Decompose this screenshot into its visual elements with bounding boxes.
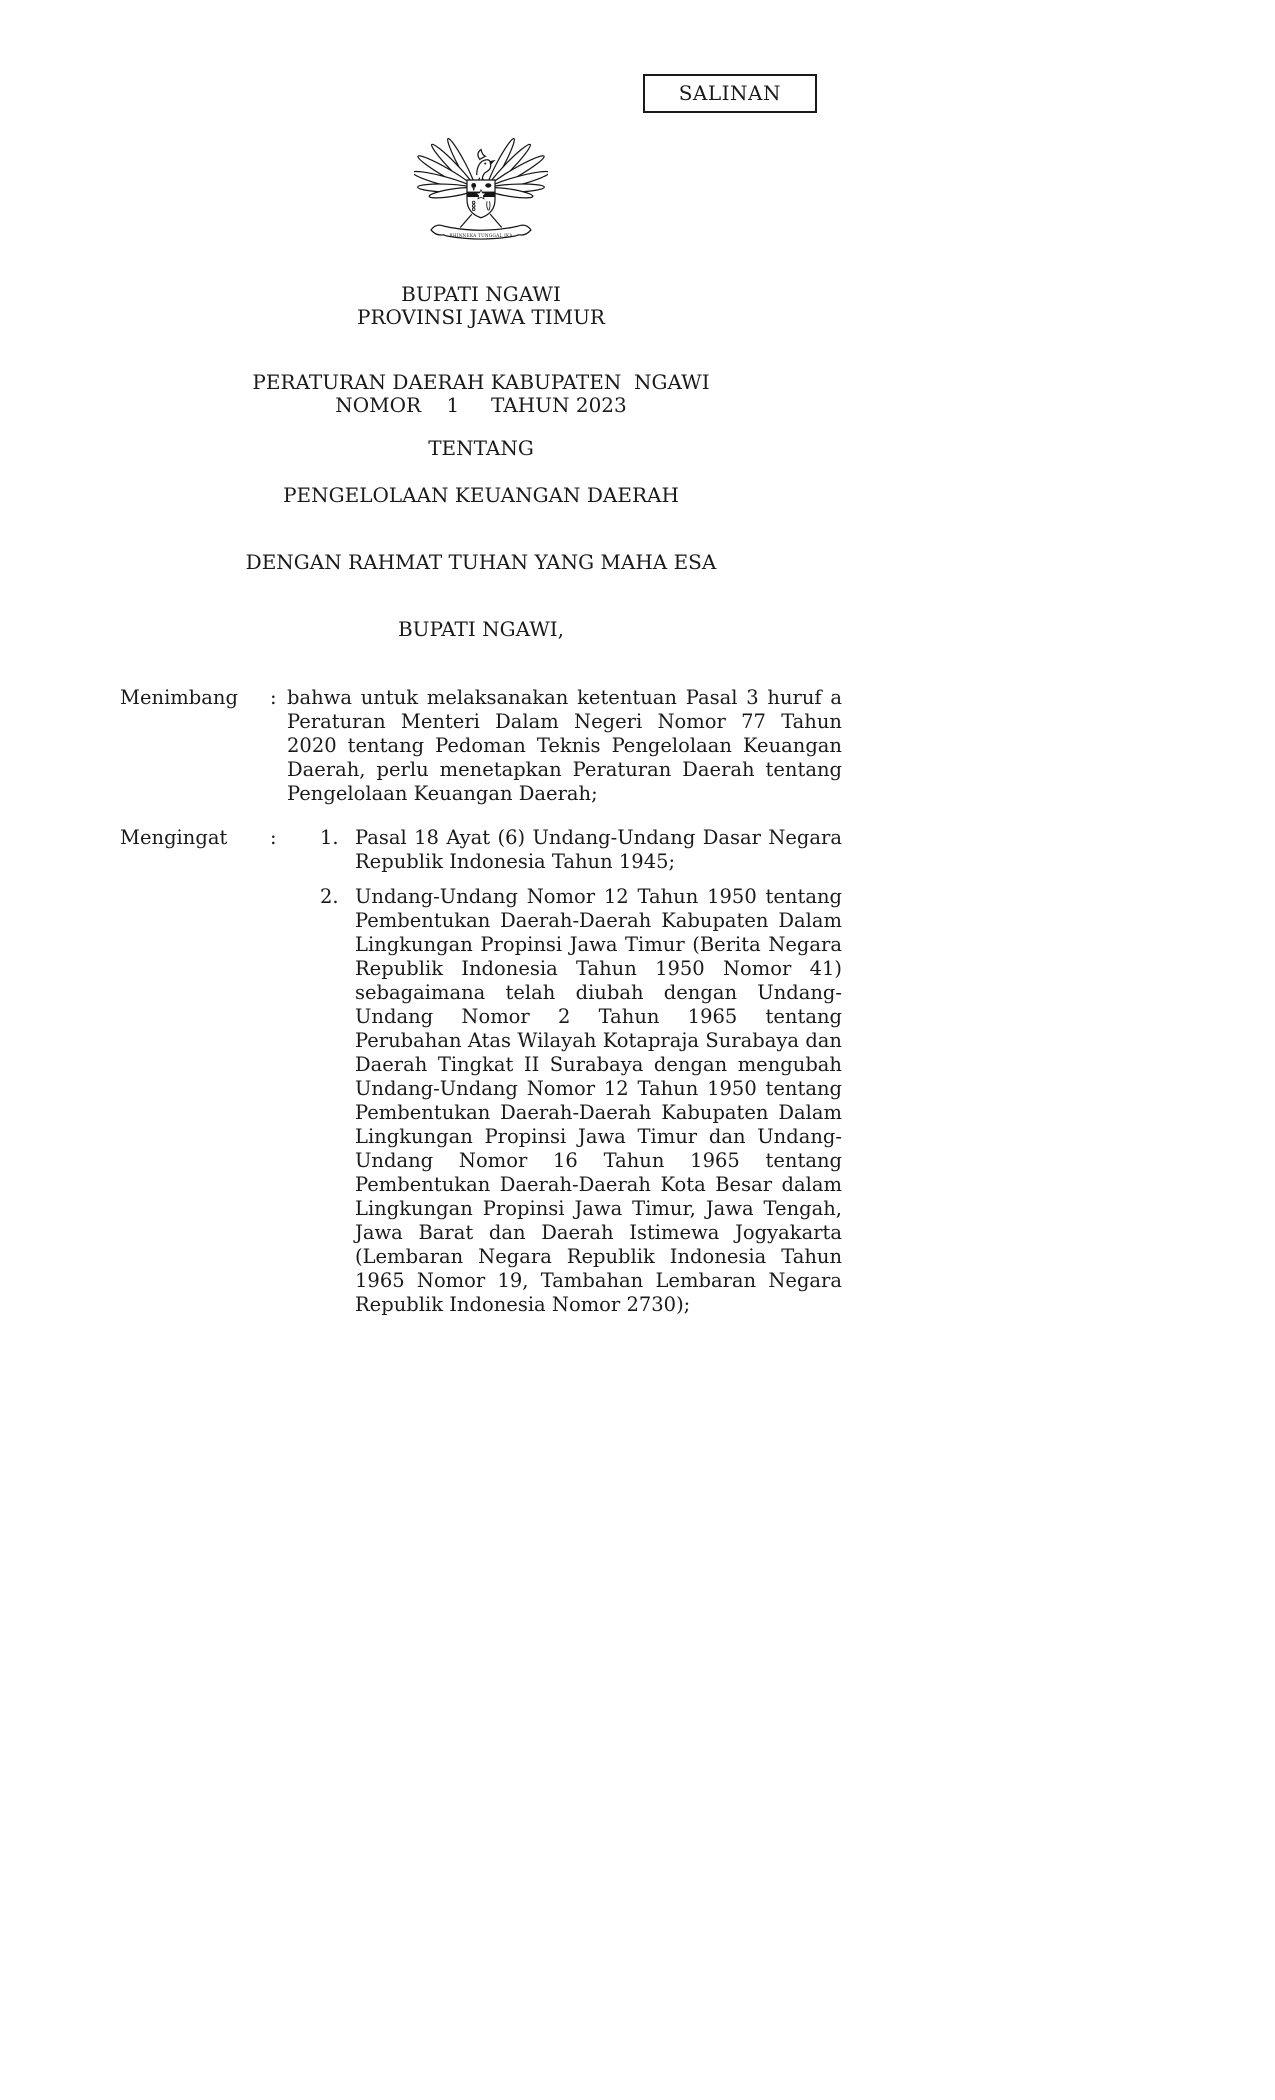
garuda-pancasila-emblem xyxy=(414,131,548,257)
stamp-row xyxy=(120,74,842,113)
list-item-number: 1. xyxy=(320,826,339,849)
list-item xyxy=(287,885,842,1317)
mengingat-label: Mengingat xyxy=(120,826,228,849)
title-tentang: TENTANG xyxy=(428,436,534,460)
menimbang-block xyxy=(120,686,842,806)
list-item-text: Pasal 18 Ayat (6) Undang-Undang Dasar Negara Republik Indonesia Tahun 1945; xyxy=(355,826,842,873)
salinan-stamp: SALINAN xyxy=(643,74,817,113)
title-perda: PERATURAN DAERAH KABUPATEN NGAWI xyxy=(252,370,710,394)
title-issuer: BUPATI NGAWI, xyxy=(397,617,565,641)
title-invocation: DENGAN RAHMAT TUHAN YANG MAHA ESA xyxy=(245,550,717,574)
menimbang-text: bahwa untuk melaksanakan ketentuan Pasal 3 huruf a Peraturan Menteri Dalam Negeri Nomor 77 Tahun 2020 tentang Pedoman Teknis Pengelolaan Keuangan Daerah, perlu menetapkan Peraturan Daerah tentang Pengelolaan Keuangan Daerah; xyxy=(287,686,842,805)
mengingat-block xyxy=(120,826,842,1328)
document-content xyxy=(120,0,842,1328)
list-item-number: 2. xyxy=(320,885,339,908)
head xyxy=(477,160,491,180)
title-nomor-tahun: NOMOR 1 TAHUN 2023 xyxy=(335,393,627,417)
beak xyxy=(490,160,496,165)
header-provinsi: PROVINSI JAWA TIMUR xyxy=(356,305,605,329)
emblem-motto: BHINNEKA TUNGGAL IKA xyxy=(449,233,513,239)
menimbang-colon: : xyxy=(270,686,277,709)
crest xyxy=(478,150,485,160)
mengingat-list xyxy=(287,826,842,1328)
header-bupati: BUPATI NGAWI xyxy=(401,282,561,306)
menimbang-label: Menimbang xyxy=(120,686,238,709)
title-subject: PENGELOLAAN KEUANGAN DAERAH xyxy=(283,483,679,507)
list-item-text: Undang-Undang Nomor 12 Tahun 1950 tentang Pembentukan Daerah-Daerah Kabupaten Dalam Lingkungan Propinsi Jawa Timur (Berita Negara Republik Indonesia Tahun 1950 Nomor 41) sebagaimana telah diubah dengan Undang-Undang Nomor 2 Tahun 1965 tentang Perubahan Atas Wilayah Kotapraja Surabaya dan Daerah Tingkat II Surabaya dengan mengubah Undang-Undang Nomor 12 Tahun 1950 tentang Pembentukan Daerah-Daerah Kabupaten Dalam Lingkungan Propinsi Jawa Timur dan Undang-Undang Nomor 16 Tahun 1965 tentang Pembentukan Daerah-Daerah Kota Besar dalam Lingkungan Propinsi Jawa Timur, Jawa Tengah, Jawa Barat dan Daerah Istimewa Jogyakarta (Lembaran Negara Republik Indonesia Tahun 1965 Nomor 19, Tambahan Lembaran Negara Republik Indonesia Nomor 2730); xyxy=(355,885,842,1316)
emblem-row xyxy=(120,131,842,261)
mengingat-colon: : xyxy=(270,826,277,849)
list-item xyxy=(287,826,842,874)
eye xyxy=(484,163,486,165)
